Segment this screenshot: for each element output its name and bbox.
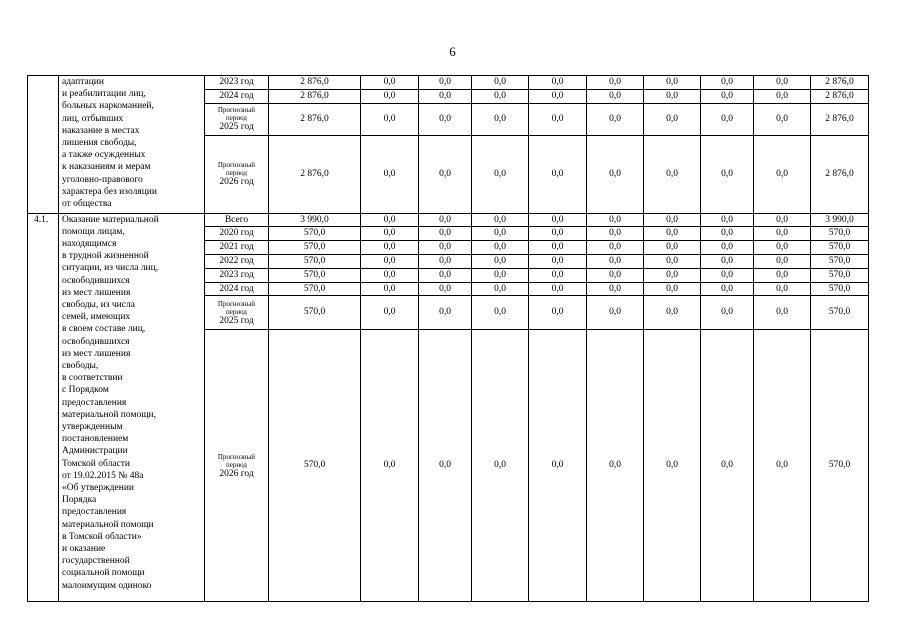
value-cell: 0,0 xyxy=(644,268,701,282)
value-cell: 0,0 xyxy=(644,241,701,255)
description-line: к наказаниям и мерам xyxy=(62,162,151,173)
value-cell: 2 876,0 xyxy=(269,135,361,213)
description-line: больных наркоманией, xyxy=(62,101,154,112)
period-year: 2025 год xyxy=(219,315,254,326)
description-line: и оказание xyxy=(62,544,106,555)
value-cell: 2 876,0 xyxy=(811,76,869,90)
value-cell: 0,0 xyxy=(361,241,419,255)
value-cell: 0,0 xyxy=(754,282,811,296)
description-line: утвержденным xyxy=(62,422,123,433)
description-line: уголовно-правового xyxy=(62,174,143,185)
value-cell: 0,0 xyxy=(472,268,529,282)
value-cell: 0,0 xyxy=(754,227,811,241)
page-number: 6 xyxy=(449,44,456,59)
description-line: от 19.02.2015 № 48а xyxy=(62,470,144,481)
value-cell: 0,0 xyxy=(529,282,587,296)
value-cell: 0,0 xyxy=(419,213,472,227)
period-label: Прогнозный xyxy=(217,161,256,170)
value-cell: 0,0 xyxy=(701,282,754,296)
value-cell: 0,0 xyxy=(644,296,701,330)
description-line: свободы, xyxy=(62,361,99,372)
value-cell: 0,0 xyxy=(361,330,419,602)
description-line: в трудной жизненной xyxy=(62,251,149,262)
description-line: освободившихся xyxy=(62,275,130,286)
description-line: Оказание материальной xyxy=(62,214,159,225)
period-cell xyxy=(205,103,269,135)
description-line: предоставления xyxy=(62,507,127,518)
description-line: в соответствии xyxy=(62,373,123,384)
value-cell: 0,0 xyxy=(754,135,811,213)
value-cell: 0,0 xyxy=(754,89,811,103)
value-cell: 0,0 xyxy=(701,89,754,103)
value-cell: 0,0 xyxy=(644,213,701,227)
value-cell: 0,0 xyxy=(701,227,754,241)
value-cell: 0,0 xyxy=(529,330,587,602)
value-cell: 570,0 xyxy=(811,330,869,602)
value-cell: 2 876,0 xyxy=(811,89,869,103)
value-cell: 0,0 xyxy=(529,103,587,135)
value-cell: 570,0 xyxy=(269,254,361,268)
value-cell: 0,0 xyxy=(644,227,701,241)
value-cell: 0,0 xyxy=(701,76,754,90)
value-cell: 0,0 xyxy=(419,282,472,296)
value-cell: 2 876,0 xyxy=(269,103,361,135)
value-cell: 0,0 xyxy=(472,282,529,296)
period-cell xyxy=(205,296,269,330)
value-cell: 0,0 xyxy=(754,296,811,330)
period-cell: Всего xyxy=(205,213,269,227)
value-cell: 0,0 xyxy=(361,103,419,135)
value-cell: 0,0 xyxy=(701,103,754,135)
value-cell: 3 990,0 xyxy=(811,213,869,227)
value-cell: 0,0 xyxy=(587,268,644,282)
description-line: государственной xyxy=(62,556,130,567)
value-cell: 570,0 xyxy=(811,296,869,330)
description-line: характера без изоляции xyxy=(62,186,157,197)
value-cell: 0,0 xyxy=(587,89,644,103)
value-cell: 0,0 xyxy=(587,213,644,227)
value-cell: 570,0 xyxy=(269,282,361,296)
value-cell: 0,0 xyxy=(587,241,644,255)
period-label: Прогнозный xyxy=(217,106,256,115)
value-cell: 0,0 xyxy=(419,296,472,330)
value-cell: 0,0 xyxy=(419,76,472,90)
table-body xyxy=(28,76,869,602)
description-line: Томской области xyxy=(62,458,130,469)
description-line: материальной помощи xyxy=(62,519,154,530)
value-cell: 0,0 xyxy=(529,254,587,268)
description-line: и реабилитации лиц, xyxy=(62,89,146,100)
value-cell: 0,0 xyxy=(472,330,529,602)
description-line: в Томской области» xyxy=(62,531,142,542)
period-cell: 2024 год xyxy=(205,282,269,296)
value-cell: 0,0 xyxy=(419,89,472,103)
description-line: а также осужденных xyxy=(62,150,146,161)
value-cell: 0,0 xyxy=(472,241,529,255)
value-cell: 0,0 xyxy=(419,268,472,282)
value-cell: 0,0 xyxy=(701,268,754,282)
value-cell: 0,0 xyxy=(644,89,701,103)
value-cell: 0,0 xyxy=(361,76,419,90)
description-line: семей, имеющих xyxy=(62,312,131,323)
value-cell: 0,0 xyxy=(472,89,529,103)
description-line: лишения свободы, xyxy=(62,138,137,149)
period-label: Прогнозный xyxy=(217,452,256,461)
period-year: 2026 год xyxy=(219,468,254,479)
value-cell: 0,0 xyxy=(361,254,419,268)
description-line: из мест лишения xyxy=(62,348,131,359)
value-cell: 570,0 xyxy=(811,268,869,282)
description-line: находящимся xyxy=(62,239,117,249)
value-cell: 0,0 xyxy=(701,254,754,268)
value-cell: 0,0 xyxy=(754,241,811,255)
value-cell: 0,0 xyxy=(701,330,754,602)
description-line: от общества xyxy=(62,199,112,210)
description-line: адаптации xyxy=(62,77,104,87)
period-label: период xyxy=(226,114,247,123)
period-label: период xyxy=(226,169,247,178)
table-row xyxy=(28,76,869,90)
value-cell: 0,0 xyxy=(419,241,472,255)
value-cell: 2 876,0 xyxy=(269,89,361,103)
value-cell: 2 876,0 xyxy=(269,76,361,90)
value-cell: 0,0 xyxy=(419,254,472,268)
value-cell: 570,0 xyxy=(269,268,361,282)
value-cell: 0,0 xyxy=(701,241,754,255)
value-cell: 0,0 xyxy=(529,135,587,213)
description-cell xyxy=(59,213,205,602)
value-cell: 570,0 xyxy=(811,282,869,296)
table-row xyxy=(28,213,869,227)
value-cell: 0,0 xyxy=(587,135,644,213)
value-cell: 2 876,0 xyxy=(811,135,869,213)
value-cell: 570,0 xyxy=(811,241,869,255)
value-cell: 0,0 xyxy=(472,227,529,241)
value-cell: 0,0 xyxy=(701,213,754,227)
value-cell: 0,0 xyxy=(644,330,701,602)
description-line: свободы, из числа xyxy=(62,300,135,311)
value-cell: 0,0 xyxy=(419,330,472,602)
period-cell: 2022 год xyxy=(205,254,269,268)
value-cell: 3 990,0 xyxy=(269,213,361,227)
description-line: «Об утверждении xyxy=(62,483,134,494)
value-cell: 0,0 xyxy=(587,282,644,296)
value-cell: 0,0 xyxy=(754,76,811,90)
description-line: предоставления xyxy=(62,397,127,408)
value-cell: 0,0 xyxy=(472,135,529,213)
value-cell: 0,0 xyxy=(754,330,811,602)
period-label: период xyxy=(226,307,247,316)
description-cell xyxy=(59,76,205,214)
value-cell: 0,0 xyxy=(472,254,529,268)
value-cell: 0,0 xyxy=(472,296,529,330)
value-cell: 570,0 xyxy=(811,254,869,268)
value-cell: 0,0 xyxy=(419,135,472,213)
period-cell xyxy=(205,135,269,213)
value-cell: 0,0 xyxy=(587,227,644,241)
value-cell: 0,0 xyxy=(529,89,587,103)
description-line: Порядка xyxy=(62,495,97,506)
value-cell: 0,0 xyxy=(529,268,587,282)
value-cell: 0,0 xyxy=(701,296,754,330)
period-cell: 2024 год xyxy=(205,89,269,103)
value-cell: 0,0 xyxy=(701,135,754,213)
value-cell: 570,0 xyxy=(811,227,869,241)
value-cell: 0,0 xyxy=(361,227,419,241)
value-cell: 0,0 xyxy=(472,103,529,135)
period-cell xyxy=(205,330,269,602)
value-cell: 0,0 xyxy=(754,254,811,268)
value-cell: 2 876,0 xyxy=(811,103,869,135)
period-year: 2026 год xyxy=(219,177,254,188)
value-cell: 570,0 xyxy=(269,227,361,241)
value-cell: 0,0 xyxy=(754,213,811,227)
value-cell: 0,0 xyxy=(529,213,587,227)
value-cell: 0,0 xyxy=(754,103,811,135)
period-label: Прогнозный xyxy=(217,299,256,308)
description-line: Администрации xyxy=(62,446,128,457)
value-cell: 0,0 xyxy=(361,268,419,282)
description-line: помощи лицам, xyxy=(62,226,125,237)
value-cell: 0,0 xyxy=(644,103,701,135)
description-line: малоимущим одиноко xyxy=(62,580,152,591)
value-cell: 0,0 xyxy=(472,76,529,90)
value-cell: 570,0 xyxy=(269,330,361,602)
value-cell: 0,0 xyxy=(587,103,644,135)
value-cell: 0,0 xyxy=(529,241,587,255)
period-cell: 2023 год xyxy=(205,76,269,90)
description-line: постановлением xyxy=(62,434,129,445)
period-cell: 2023 год xyxy=(205,268,269,282)
value-cell: 0,0 xyxy=(587,330,644,602)
value-cell: 0,0 xyxy=(361,282,419,296)
value-cell: 0,0 xyxy=(361,89,419,103)
value-cell: 0,0 xyxy=(644,135,701,213)
period-year: 2025 год xyxy=(219,122,254,133)
description-line: материальной помощи, xyxy=(62,409,156,420)
value-cell: 0,0 xyxy=(419,103,472,135)
value-cell: 0,0 xyxy=(587,296,644,330)
value-cell: 0,0 xyxy=(754,268,811,282)
description-line: в своем составе лиц, xyxy=(62,324,146,335)
value-cell: 0,0 xyxy=(361,296,419,330)
value-cell: 0,0 xyxy=(472,213,529,227)
value-cell: 0,0 xyxy=(644,76,701,90)
value-cell: 0,0 xyxy=(361,213,419,227)
description-line: из мест лишения xyxy=(62,287,131,298)
value-cell: 0,0 xyxy=(644,254,701,268)
description-line: освободившихся xyxy=(62,336,130,347)
value-cell: 0,0 xyxy=(361,135,419,213)
value-cell: 570,0 xyxy=(269,296,361,330)
period-cell: 2020 год xyxy=(205,227,269,241)
value-cell: 0,0 xyxy=(587,76,644,90)
period-cell: 2021 год xyxy=(205,241,269,255)
description-line: наказание в местах xyxy=(62,125,140,136)
budget-table xyxy=(27,75,869,602)
period-label: период xyxy=(226,460,247,469)
description-line: с Порядком xyxy=(62,385,109,396)
description-line: лиц, отбывших xyxy=(62,113,124,124)
value-cell: 0,0 xyxy=(529,227,587,241)
value-cell: 0,0 xyxy=(529,296,587,330)
value-cell: 570,0 xyxy=(269,241,361,255)
description-line: социальной помощи xyxy=(62,568,145,579)
value-cell: 0,0 xyxy=(587,254,644,268)
row-number-cell: 4.1. xyxy=(28,213,59,602)
description-line: ситуации, из числа лиц, xyxy=(62,263,159,274)
value-cell: 0,0 xyxy=(644,282,701,296)
row-number-cell xyxy=(28,76,59,214)
value-cell: 0,0 xyxy=(529,76,587,90)
value-cell: 0,0 xyxy=(419,227,472,241)
